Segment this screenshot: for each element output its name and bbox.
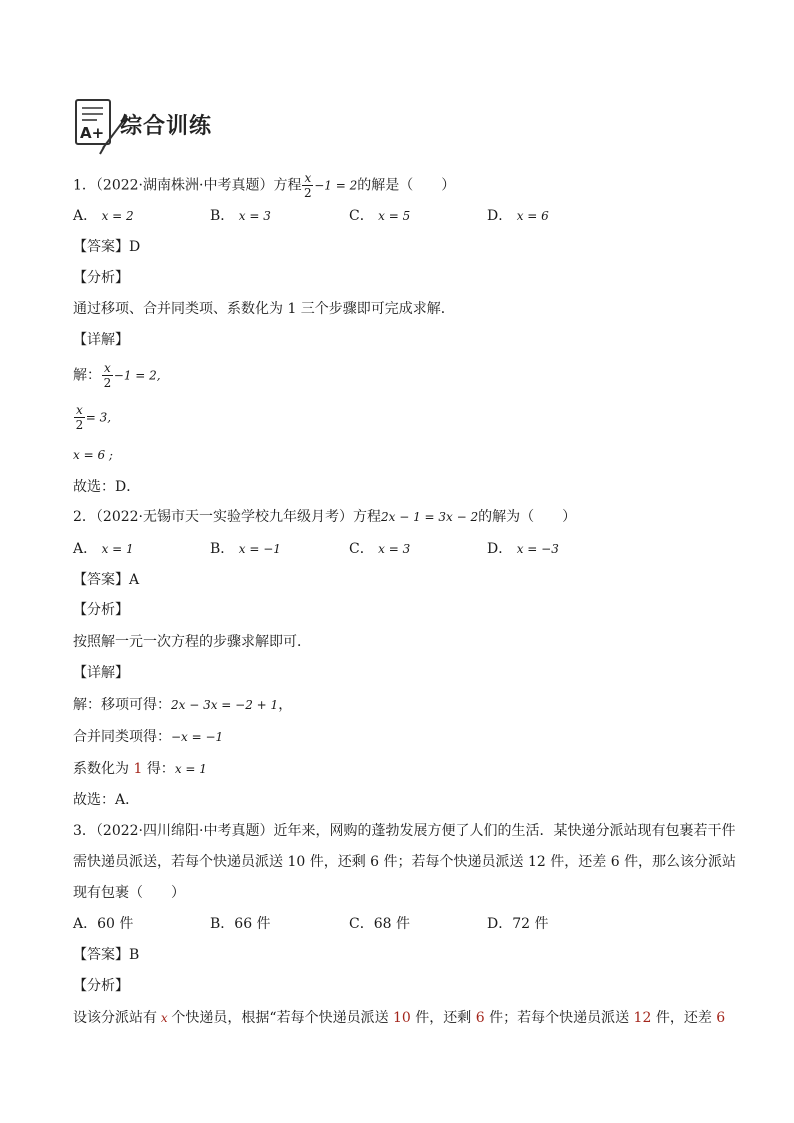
q1-step-3: x = 6 ; — [73, 448, 113, 462]
q1-step-1: 解： $\frac{x}{2}$ −1 = 2, — [73, 361, 161, 390]
q1-option-d: D． x = 6 — [487, 208, 549, 224]
q3-analysis-label: 【分析】 — [73, 978, 129, 994]
q2-option-d: D． x = −3 — [487, 541, 559, 557]
q3-analysis: 设该分派站有 x 个快递员，根据“若每个快递员派送 10 件，还剩 6 件；若每个快递员派送 12 件，还差 6 — [73, 1010, 726, 1026]
q2-option-a: A． x = 1 — [73, 541, 134, 557]
q1-conclusion: 故选：D． — [73, 479, 141, 495]
q2-stem: 2．（2022·无锡市天一实验学校九年级月考）方程2x − 1 = 3x − 2的解为（ ） — [73, 509, 577, 525]
q1-answer: 【答案】D — [73, 239, 141, 255]
q2-step-3: 系数化为 1 得：x = 1 — [73, 761, 207, 777]
q2-step-2: 合并同类项得：−x = −1 — [73, 729, 224, 745]
q1-option-a: A． x = 2 — [73, 208, 134, 224]
logo-grade-text: A+ — [80, 124, 105, 142]
q1-detail-label: 【详解】 — [73, 332, 129, 348]
q2-conclusion: 故选：A． — [73, 792, 140, 808]
q2-answer: 【答案】A — [73, 572, 140, 588]
q2-analysis: 按照解一元一次方程的步骤求解即可． — [73, 634, 311, 650]
q2-option-b: B． x = −1 — [210, 541, 281, 557]
q1-option-c: C． x = 5 — [349, 208, 411, 224]
q2-detail-label: 【详解】 — [73, 665, 129, 681]
q1-stem: 1．（2022·湖南株洲·中考真题）方程 $\frac{x}{2}$ −1 = 2的解是（ ） — [73, 171, 456, 200]
q3-stem-line-2: 需快递员派送，若每个快递员派送 10 件，还剩 6 件；若每个快递员派送 12 件，还差 6 件，那么该分派站 — [73, 854, 737, 870]
q3-option-b: B．66 件 — [210, 916, 271, 932]
q3-option-c: C．68 件 — [349, 916, 410, 932]
q3-option-a: A．60 件 — [73, 916, 134, 932]
q3-stem-line-3: 现有包裹（ ） — [73, 885, 185, 901]
q1-step-2: $\frac{x}{2}$ = 3, — [75, 403, 112, 432]
q3-option-d: D．72 件 — [487, 916, 549, 932]
section-title: 综合训练 — [120, 114, 213, 139]
q1-analysis-label: 【分析】 — [73, 270, 129, 286]
q2-step-1: 解：移项可得：2x − 3x = −2 + 1， — [73, 697, 293, 713]
q1-analysis: 通过移项、合并同类项、系数化为 1 三个步骤即可完成求解． — [73, 301, 455, 317]
q3-answer: 【答案】B — [73, 947, 140, 963]
q2-option-c: C． x = 3 — [349, 541, 411, 557]
q1-option-b: B． x = 3 — [210, 208, 271, 224]
q2-analysis-label: 【分析】 — [73, 602, 129, 618]
q3-stem-line-1: 3．（2022·四川绵阳·中考真题）近年来，网购的蓬勃发展方便了人们的生活．某快递分派站现有包裹若干件 — [73, 823, 736, 839]
